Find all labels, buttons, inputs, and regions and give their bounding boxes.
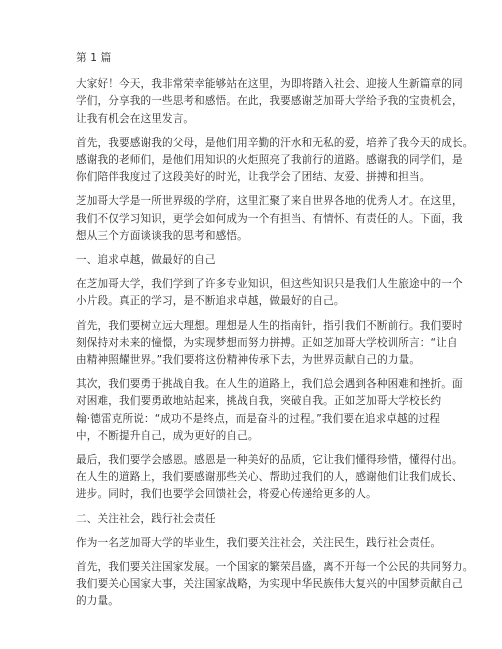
body-paragraph: [76, 193, 463, 245]
text-line: 翰·德雷克所说：“成功不是终点，而是奋斗的过程。”我们要在追求卓越的过程: [76, 412, 441, 425]
text-line: 首先，我要感谢我的父母，是他们用辛勤的汗水和无私的爱，培养了我今天的成长。: [76, 136, 474, 149]
body-paragraph: [76, 452, 463, 504]
text-line: 首先，我们要关注国家发展。一个国家的繁荣昌盛，离不开每一个公民的共同努力。: [76, 561, 474, 574]
text-line: 进步。同时，我们也要学会回馈社会，将爱心传递给更多的人。: [76, 488, 377, 501]
text-line: 想从三个方面谈谈我的思考和感悟。: [76, 229, 248, 242]
text-line: 的力量。: [76, 595, 119, 608]
text-line: 对困难，我们要勇敢地站起来，挑战自我，突破自我。正如芝加哥大学校长约: [76, 395, 442, 408]
text-line: 在人生的道路上，我们要感谢那些关心、帮助过我们的人，感谢他们让我们成长、: [76, 471, 463, 484]
body-paragraph: [76, 376, 463, 445]
document-title: [76, 50, 436, 67]
text-line: 最后，我们要学会感恩。感恩是一种美好的品质，它让我们懂得珍惜，懂得付出。: [76, 454, 463, 467]
body-paragraph: [76, 135, 474, 187]
text-line: 二、关注社会，践行社会责任: [76, 512, 216, 525]
section-heading: [76, 252, 436, 269]
text-line: 由精神照耀世界。”我们要将这份精神传承下去，为世界贡献自己的力量。: [76, 354, 421, 367]
body-paragraph: [76, 535, 442, 552]
text-line: 刻保持对未来的憧憬，为实现梦想而努力拼搏。正如芝加哥大学校训所言：“让自: [76, 336, 458, 349]
text-line: 首先，我们要树立远大理想。理想是人生的指南针，指引我们不断前行。我们要时: [76, 319, 463, 332]
document-page: [76, 50, 474, 618]
section-heading: [76, 511, 436, 528]
body-paragraph: [76, 559, 474, 611]
text-line: 感谢我的老师们，是他们用知识的火炬照亮了我前行的道路。感谢我的同学们，是: [76, 154, 463, 167]
text-line: 在芝加哥大学，我们学到了许多专业知识，但这些知识只是我们人生旅途中的一个: [76, 278, 463, 291]
body-paragraph: [76, 276, 463, 310]
body-paragraph: [76, 318, 463, 370]
text-line: 我们不仅学习知识，更学会如何成为一个有担当、有情怀、有责任的人。下面，我: [76, 212, 463, 225]
text-line: 学们，分享我的一些思考和感悟。在此，我要感谢芝加哥大学给予我的宝贵机会，: [76, 95, 463, 108]
body-paragraph: [76, 76, 463, 128]
text-line: 其次，我们要勇于挑战自我。在人生的道路上，我们总会遇到各种困难和挫折。面: [76, 378, 463, 391]
text-line: 芝加哥大学是一所世界级的学府，这里汇聚了来自世界各地的优秀人才。在这里，: [76, 195, 463, 208]
text-line: 你们陪伴我度过了这段美好的时光，让我学会了团结、友爱、拼搏和担当。: [76, 171, 431, 184]
title-text: 第 1 篇: [76, 52, 112, 64]
document-body: [76, 76, 474, 610]
text-line: 作为一名芝加哥大学的毕业生，我们要关注社会，关注民生，践行社会责任。: [76, 536, 442, 549]
text-line: 大家好！今天，我非常荣幸能够站在这里，为即将踏入社会、迎接人生新篇章的同: [76, 78, 463, 91]
text-line: 小片段。真正的学习，是不断追求卓越，做最好的自己。: [76, 295, 345, 308]
text-line: 让我有机会在这里发言。: [76, 112, 195, 125]
text-line: 中，不断提升自己，成为更好的自己。: [76, 429, 259, 442]
text-line: 我们要关心国家大事，关注国家战略，为实现中华民族伟大复兴的中国梦贡献自己: [76, 578, 463, 591]
text-line: 一、追求卓越，做最好的自己: [76, 254, 216, 267]
